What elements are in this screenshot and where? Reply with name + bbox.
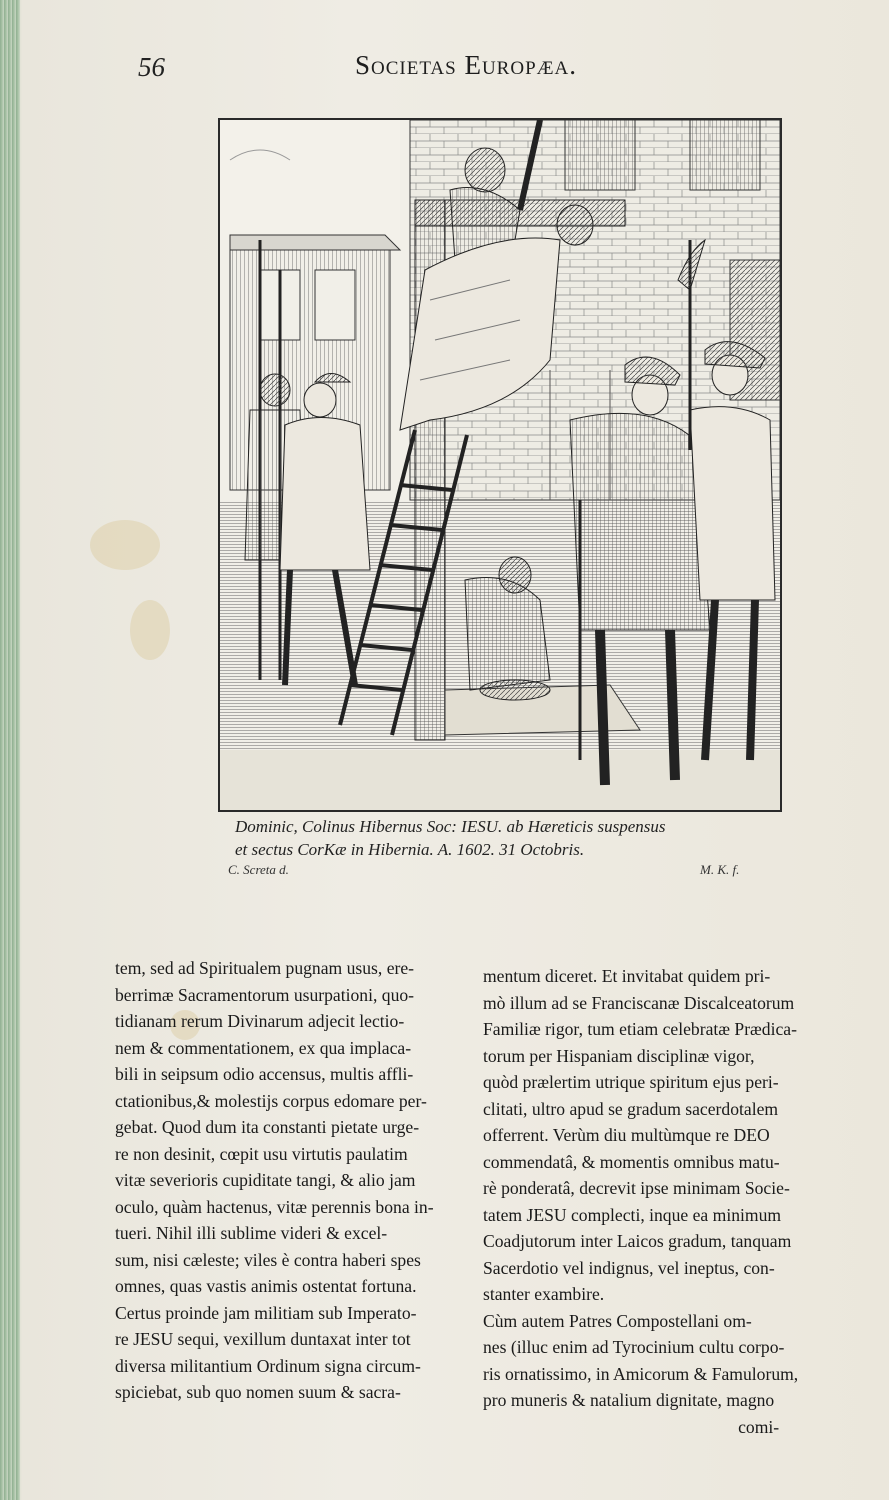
text-line: tueri. Nihil illi sublime videri & excel- — [115, 1223, 388, 1243]
text-line: tem, sed ad Spiritualem pugnam usus, ere- — [115, 958, 415, 978]
text-line: ris ornatissimo, in Amicorum & Famulorum, — [483, 1363, 799, 1384]
text-line: clitati, ultro apud se gradum sacerdotalem — [483, 1098, 779, 1119]
engraving-illustration — [218, 118, 782, 812]
text-line: commendatâ, & momentis omnibus matu- — [483, 1151, 780, 1172]
text-line: vitæ severioris cupiditate tangi, & alio jam — [115, 1170, 416, 1190]
plate-credit-engraver: M. K. f. — [700, 862, 740, 877]
plate-caption-line2: et sectus CorKæ in Hibernia. A. 1602. 31 Octobris. — [235, 840, 585, 859]
text-line: berrimæ Sacramentorum usurpationi, quo- — [115, 984, 415, 1005]
text-line: Sacerdotio vel indignus, vel ineptus, con- — [483, 1257, 775, 1278]
text-line: re non desinit, cœpit usu virtutis paulatim — [115, 1143, 408, 1164]
text-line: stanter exambire. — [483, 1284, 605, 1304]
text-line: gebat. Quod dum ita constanti pietate urge- — [115, 1117, 420, 1137]
text-line: Certus proinde jam militiam sub Imperato- — [115, 1302, 417, 1323]
plate-caption-line1: Dominic, Colinus Hibernus Soc: IESU. ab Hæreticis suspensus — [235, 817, 666, 836]
text-line: bili in seipsum odio accensus, multis affli- — [115, 1064, 414, 1084]
text-line: rè ponderatâ, decrevit ipse minimam Socie- — [483, 1178, 790, 1198]
text-line: tidianam rerum Divinarum adjecit lectio- — [115, 1011, 405, 1031]
right-text-column — [483, 963, 838, 1440]
text-line: Coadjutorum inter Laicos gradum, tanquam — [483, 1231, 792, 1251]
text-line: spiciebat, sub quo nomen suum & sacra- — [115, 1382, 401, 1402]
text-line: sum, nisi cæleste; viles è contra haberi spes — [115, 1249, 421, 1270]
text-line: mò illum ad se Franciscanæ Discalceatorum — [483, 992, 795, 1013]
text-line: quòd prælertim utrique spiritum ejus peri- — [483, 1072, 779, 1092]
text-line: diversa militantium Ordinum signa circum- — [115, 1355, 421, 1376]
text-line: re JESU sequi, vexillum duntaxat inter tot — [115, 1329, 411, 1349]
text-line: tatem JESU complecti, inque ea minimum — [483, 1204, 782, 1225]
text-line: omnes, quas vastis animis ostentat fortuna. — [115, 1276, 417, 1296]
text-line: oculo, quàm hactenus, vitæ perennis bona in- — [115, 1196, 434, 1217]
page-number: 56 — [138, 52, 165, 82]
catchword: comi- — [483, 1416, 780, 1437]
text-line: nem & commentationem, ex qua implaca- — [115, 1037, 412, 1058]
plate-credit-draughtsman: C. Screta d. — [228, 862, 289, 877]
running-head: Societas Europæa. — [355, 50, 578, 80]
text-line: Cùm autem Patres Compostellani om- — [483, 1310, 752, 1331]
text-line: pro muneris & natalium dignitate, magno — [483, 1390, 775, 1410]
page-edge — [0, 0, 20, 1500]
text-line: torum per Hispaniam disciplinæ vigor, — [483, 1045, 755, 1066]
left-text-column — [115, 955, 470, 1406]
text-line: ctationibus,& molestijs corpus edomare per- — [115, 1090, 427, 1111]
text-line: offerrent. Verùm diu multùmque re DEO — [483, 1125, 770, 1145]
engraving-art — [220, 120, 780, 810]
text-line: Familiæ rigor, tum etiam celebratæ Prædica- — [483, 1019, 797, 1039]
text-line: mentum diceret. Et invitabat quidem pri- — [483, 966, 771, 986]
text-line: nes (illuc enim ad Tyrocinium cultu corpo- — [483, 1337, 785, 1357]
